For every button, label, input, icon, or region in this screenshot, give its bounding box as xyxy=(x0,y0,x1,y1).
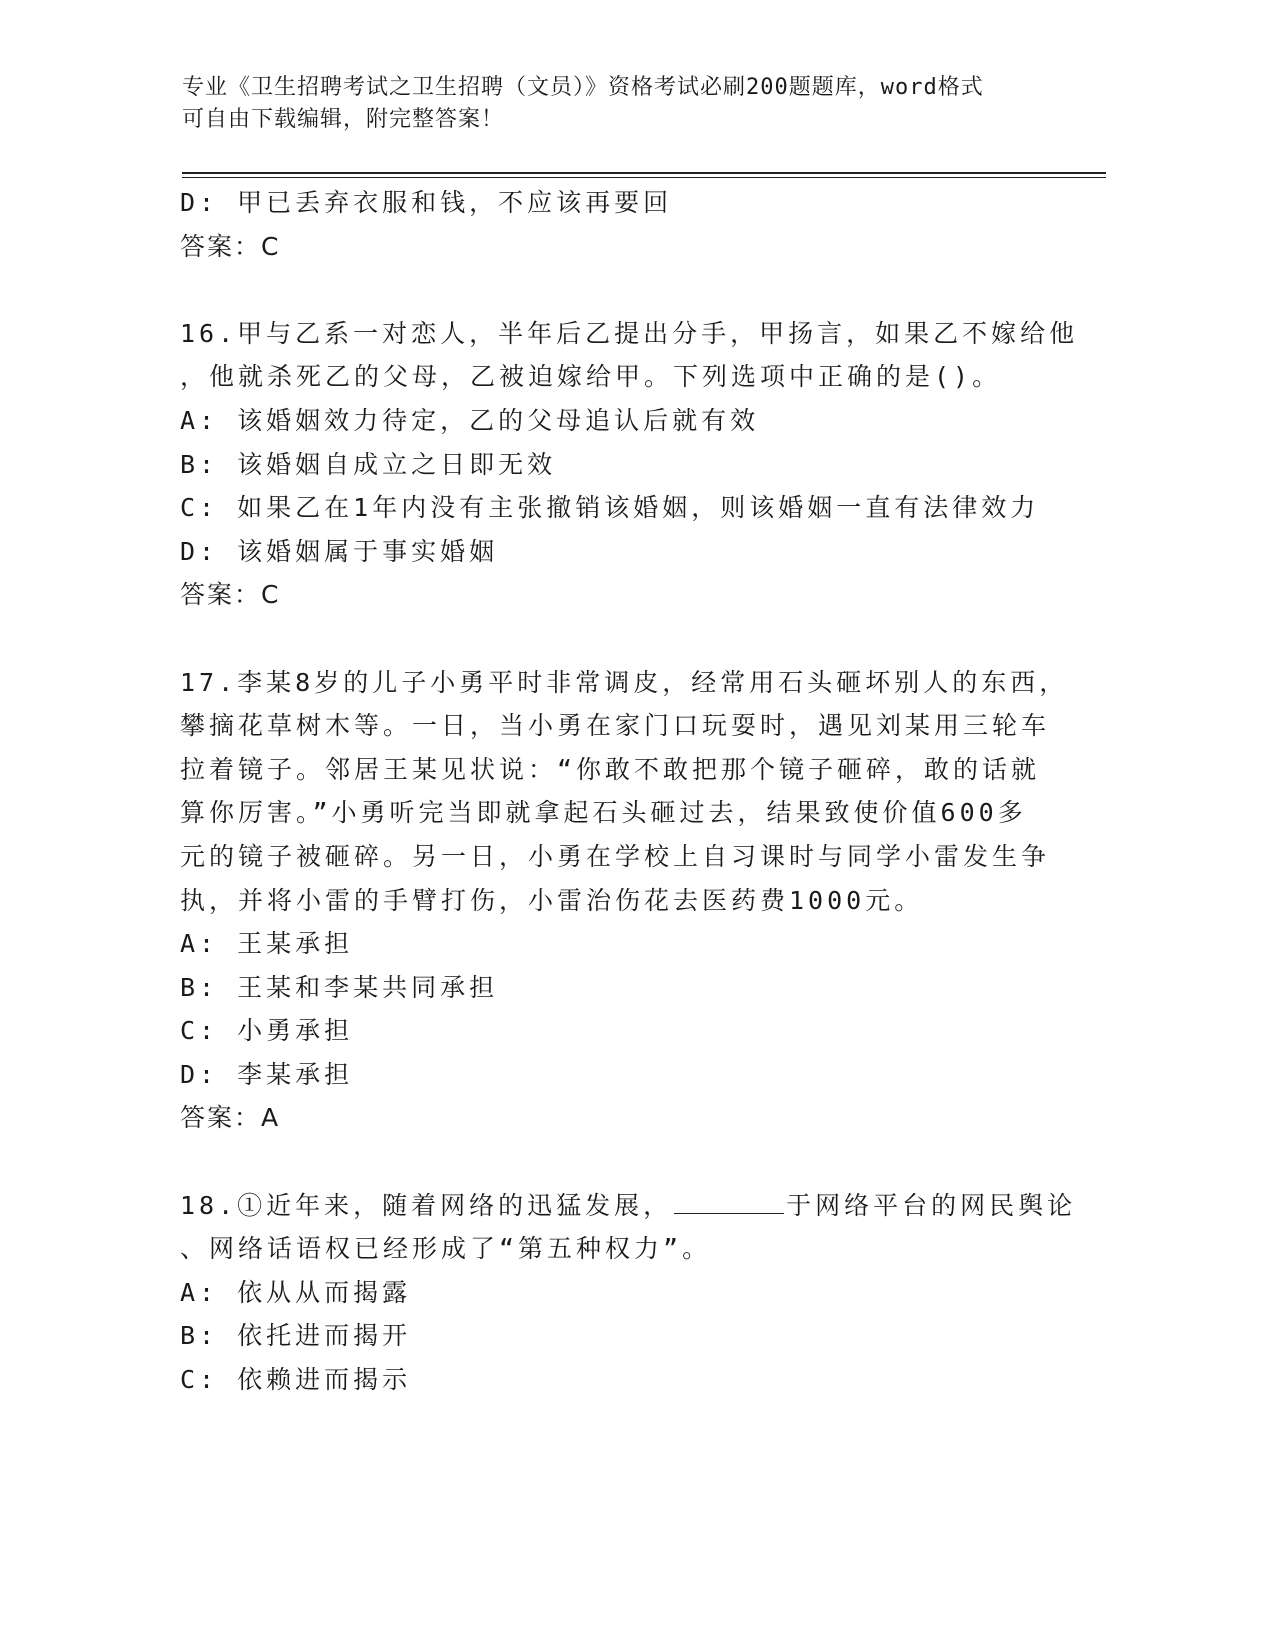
option-d: D: 该婚姻属于事实婚姻 xyxy=(180,536,499,566)
option-d: D: 李某承担 xyxy=(180,1059,354,1089)
answer: 答案：C xyxy=(180,231,281,261)
question-stem-line: 16.甲与乙系一对恋人，半年后乙提出分手，甲扬言，如果乙不嫁给他 xyxy=(180,318,1079,348)
stem-text-after-blank: 于网络平台的网民舆论 xyxy=(786,1190,1077,1220)
option-d: D: 甲已丢弃衣服和钱，不应该再要回 xyxy=(180,188,673,217)
header-rule-thick xyxy=(182,172,1106,174)
option-b: B: 该婚姻自成立之日即无效 xyxy=(180,449,557,479)
answer: 答案：A xyxy=(180,1103,281,1133)
option-b: B: 王某和李某共同承担 xyxy=(180,972,499,1002)
question-stem-line: 、网络话语权已经形成了“第五种权力”。 xyxy=(180,1234,712,1264)
header-rule-thin xyxy=(182,177,1106,178)
question-stem-line xyxy=(180,1184,1077,1228)
option-a: A: 依从从而揭露 xyxy=(180,1277,412,1307)
question-stem-line: 17.李某8岁的儿子小勇平时非常调皮，经常用石头砸坏别人的东西， xyxy=(180,667,1069,697)
question-17 xyxy=(180,661,1069,1141)
option-a: A: 王某承担 xyxy=(180,929,354,959)
option-c: C: 如果乙在1年内没有主张撤销该婚姻，则该婚姻一直有法律效力 xyxy=(180,493,1040,523)
header-line-1: 专业《卫生招聘考试之卫生招聘（文员）》资格考试必刷200题题库，word格式 xyxy=(182,75,984,100)
document-header xyxy=(182,72,1062,136)
question-stem-line: 攀摘花草树木等。一日，当小勇在家门口玩耍时，遇见刘某用三轮车 xyxy=(180,711,1051,741)
question-16 xyxy=(180,312,1079,617)
question-stem-line: 执，并将小雷的手臂打伤，小雷治伤花去医药费1000元。 xyxy=(180,885,924,915)
fill-in-blank xyxy=(674,1189,784,1214)
option-c: C: 小勇承担 xyxy=(180,1016,354,1046)
option-b: B: 依托进而揭开 xyxy=(180,1321,412,1351)
stem-text-before-blank: 18.①近年来，随着网络的迅猛发展， xyxy=(180,1190,673,1220)
question-18 xyxy=(180,1184,1077,1402)
header-line-2: 可自由下载编辑，附完整答案！ xyxy=(182,107,505,132)
question-stem-line: 拉着镜子。邻居王某见状说：“你敢不敢把那个镜子砸碎，敢的话就 xyxy=(180,754,1041,784)
question-stem-line: 算你厉害。”小勇听完当即就拿起石头砸过去，结果致使价值600多 xyxy=(180,798,1027,828)
option-a: A: 该婚姻效力待定，乙的父母追认后就有效 xyxy=(180,405,760,435)
question-stem-line: ，他就杀死乙的父母，乙被迫嫁给甲。下列选项中正确的是()。 xyxy=(180,362,1002,392)
document-body xyxy=(180,181,1079,1402)
question-stem-line: 元的镜子被砸碎。另一日，小勇在学校上自习课时与同学小雷发生争 xyxy=(180,841,1051,871)
answer: 答案：C xyxy=(180,580,281,610)
option-c: C: 依赖进而揭示 xyxy=(180,1365,412,1395)
previous-question-tail xyxy=(180,181,1040,268)
